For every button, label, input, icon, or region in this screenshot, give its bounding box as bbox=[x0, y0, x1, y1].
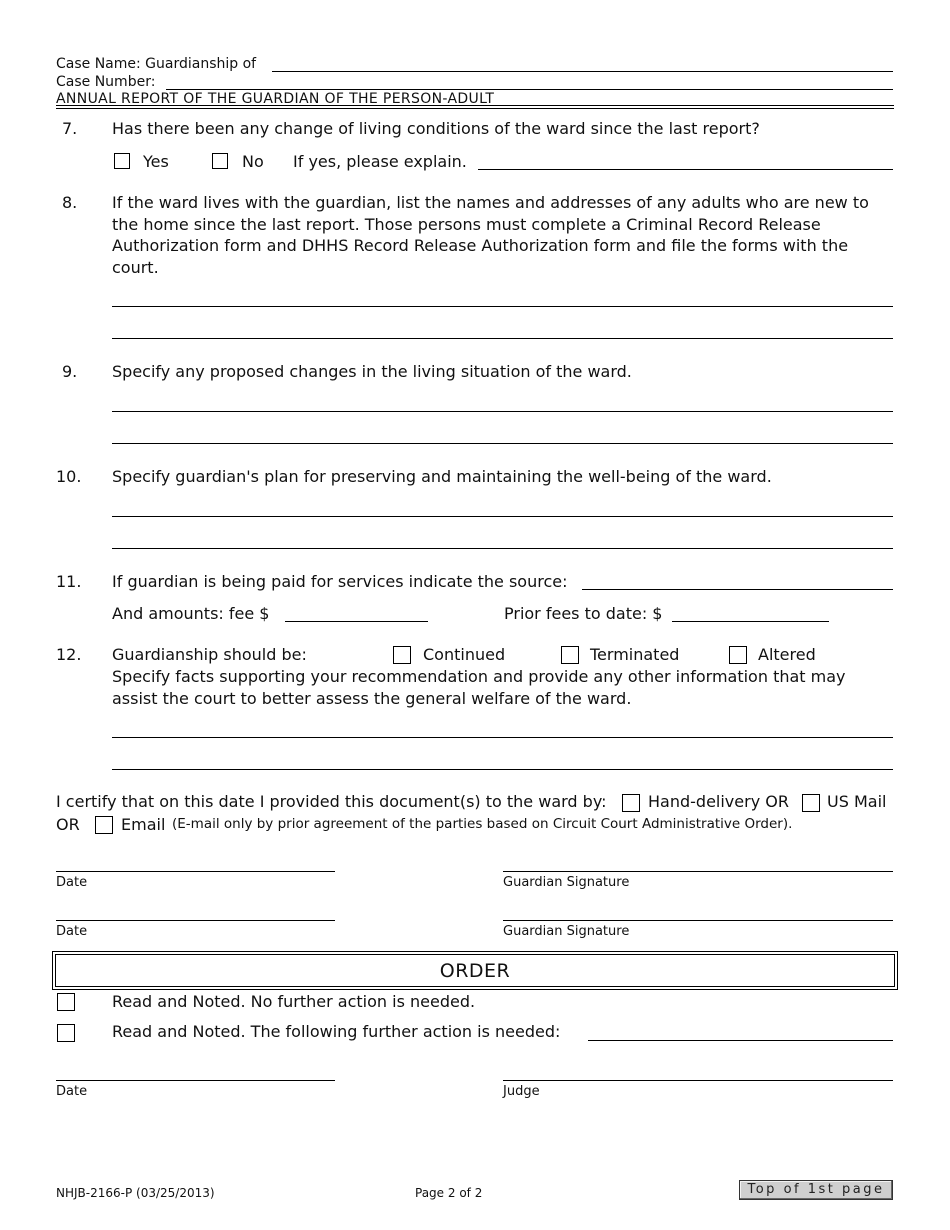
q9-answer-line-1[interactable] bbox=[112, 411, 893, 412]
q10-answer-line-1[interactable] bbox=[112, 516, 893, 517]
q7-explain-field[interactable] bbox=[478, 169, 893, 170]
q12-answer-line-2[interactable] bbox=[112, 769, 893, 770]
q7-yes-checkbox[interactable] bbox=[114, 153, 130, 169]
q11-fee-label: And amounts: fee $ bbox=[112, 604, 270, 623]
order-date-line[interactable] bbox=[56, 1080, 335, 1081]
date-line-2[interactable] bbox=[56, 920, 335, 921]
hand-delivery-label: Hand-delivery OR bbox=[648, 792, 789, 811]
order-option1-checkbox[interactable] bbox=[57, 993, 75, 1011]
q12-terminated-checkbox[interactable] bbox=[561, 646, 579, 664]
order-title: ORDER bbox=[439, 960, 511, 982]
q10-text: Specify guardian's plan for preserving and maintaining the well-being of the ward. bbox=[112, 467, 772, 486]
order-action-field[interactable] bbox=[588, 1040, 893, 1041]
q12-label: Guardianship should be: bbox=[112, 645, 307, 664]
q9-number: 9. bbox=[62, 362, 78, 381]
guardian-signature-label-1: Guardian Signature bbox=[503, 875, 630, 890]
q10-number: 10. bbox=[56, 467, 82, 486]
guardian-signature-label-2: Guardian Signature bbox=[503, 924, 630, 939]
email-checkbox[interactable] bbox=[95, 816, 113, 834]
guardian-signature-line-1[interactable] bbox=[503, 871, 893, 872]
q11-text: If guardian is being paid for services indicate the source: bbox=[112, 572, 568, 591]
header-divider-1 bbox=[56, 105, 894, 106]
top-of-first-page-button[interactable]: Top of 1st page bbox=[739, 1180, 893, 1200]
case-number-label: Case Number: bbox=[56, 74, 156, 90]
judge-signature-line[interactable] bbox=[503, 1080, 893, 1081]
email-label: Email bbox=[121, 815, 166, 834]
case-number-field[interactable] bbox=[166, 89, 893, 90]
q8-answer-line-2[interactable] bbox=[112, 338, 893, 339]
q8-answer-line-1[interactable] bbox=[112, 306, 893, 307]
date-line-1[interactable] bbox=[56, 871, 335, 872]
us-mail-checkbox[interactable] bbox=[802, 794, 820, 812]
q8-number: 8. bbox=[62, 193, 78, 212]
header-divider-2 bbox=[56, 108, 894, 109]
q9-text: Specify any proposed changes in the living situation of the ward. bbox=[112, 362, 632, 381]
q12-continued-checkbox[interactable] bbox=[393, 646, 411, 664]
guardian-signature-line-2[interactable] bbox=[503, 920, 893, 921]
q7-yes-label: Yes bbox=[143, 152, 169, 171]
us-mail-label: US Mail bbox=[827, 792, 887, 811]
judge-label: Judge bbox=[503, 1084, 540, 1099]
order-option1-label: Read and Noted. No further action is needed. bbox=[112, 992, 476, 1011]
q7-number: 7. bbox=[62, 119, 78, 138]
q12-number: 12. bbox=[56, 645, 82, 664]
q12-answer-line-1[interactable] bbox=[112, 737, 893, 738]
q12-altered-label: Altered bbox=[758, 645, 816, 664]
order-option2-checkbox[interactable] bbox=[57, 1024, 75, 1042]
q12-text: Specify facts supporting your recommendation and provide any other information that may assist the court to better assess the general welfare of the ward. bbox=[112, 667, 846, 708]
q11-prior-fees-field[interactable] bbox=[672, 621, 829, 622]
page-number: Page 2 of 2 bbox=[415, 1186, 483, 1200]
q12-terminated-label: Terminated bbox=[590, 645, 680, 664]
hand-delivery-checkbox[interactable] bbox=[622, 794, 640, 812]
q7-explain-label: If yes, please explain. bbox=[293, 152, 467, 171]
certify-text: I certify that on this date I provided this document(s) to the ward by: bbox=[56, 792, 607, 811]
q12-continued-label: Continued bbox=[423, 645, 506, 664]
q7-no-label: No bbox=[242, 152, 264, 171]
q12-altered-checkbox[interactable] bbox=[729, 646, 747, 664]
report-title: ANNUAL REPORT OF THE GUARDIAN OF THE PERSON-ADULT bbox=[56, 91, 495, 107]
q11-source-field[interactable] bbox=[582, 589, 893, 590]
q10-answer-line-2[interactable] bbox=[112, 548, 893, 549]
email-note: (E-mail only by prior agreement of the parties based on Circuit Court Administrative Order). bbox=[172, 816, 793, 832]
q11-fee-field[interactable] bbox=[285, 621, 428, 622]
q8-text: If the ward lives with the guardian, list the names and addresses of any adults who are new to the home since the last report. Those persons must complete a Criminal Record Release Authorization form and DHHS Record Release Authorization form and file the forms with the court. bbox=[112, 193, 869, 277]
form-id: NHJB-2166-P (03/25/2013) bbox=[56, 1186, 215, 1200]
q11-prior-label: Prior fees to date: $ bbox=[504, 604, 663, 623]
order-header-box bbox=[52, 951, 898, 990]
q9-answer-line-2[interactable] bbox=[112, 443, 893, 444]
order-option2-label: Read and Noted. The following further action is needed: bbox=[112, 1022, 561, 1041]
case-name-label: Case Name: Guardianship of bbox=[56, 56, 257, 72]
certify-or: OR bbox=[56, 815, 80, 834]
date-label-1: Date bbox=[56, 875, 88, 890]
q7-text: Has there been any change of living conditions of the ward since the last report? bbox=[112, 119, 760, 138]
case-name-field[interactable] bbox=[272, 71, 893, 72]
date-label-2: Date bbox=[56, 924, 88, 939]
q7-no-checkbox[interactable] bbox=[212, 153, 228, 169]
order-date-label: Date bbox=[56, 1084, 88, 1099]
q11-number: 11. bbox=[56, 572, 82, 591]
